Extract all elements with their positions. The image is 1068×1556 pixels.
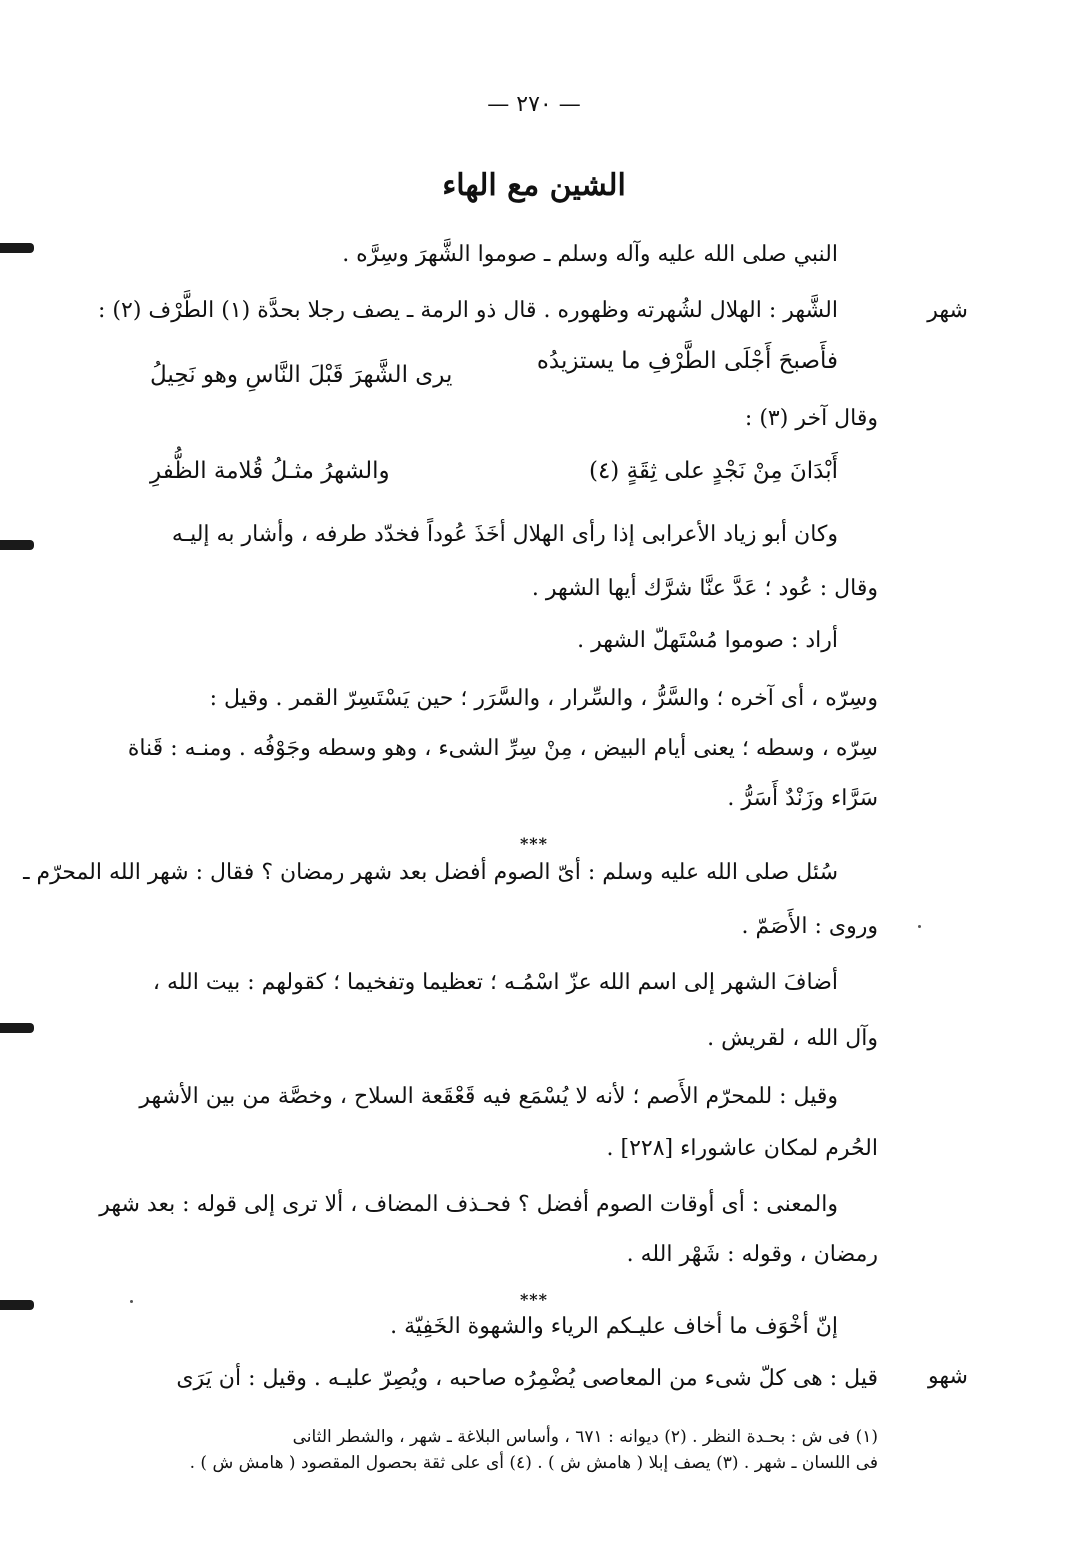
text-line: وروى : الأَصَمّ . (741, 914, 878, 939)
text-line: قيل : هى كلّ شىء من المعاصى يُضْمِرُه صاحبه ، ويُصِرّ عليـه . وقيل : أن يَرَى (176, 1366, 878, 1391)
footnote-line: (١) فى ش : بحـدة النظر . (٢) ديوانه : ٦٧١ ، وأساس البلاغة ـ شهر ، والشطر الثانى (292, 1427, 878, 1447)
scan-binding-mark (0, 540, 34, 550)
margin-entry-word: شهر (927, 298, 968, 323)
text-line: وقال : عُود ؛ عَدَّ عنَّا شرَّك أيها الشهر . (531, 576, 878, 601)
margin-entry-word: شهو (928, 1364, 968, 1389)
text-line: وقال آخر (٣) : (744, 406, 878, 431)
text-line: سُئل صلى الله عليه وسلم : أىّ الصوم أفضل بعد شهر رمضان ؟ فقال : شهر الله المحرّم ـ (23, 860, 838, 885)
text-line: الشَّهر : الهلال لشُهرته وظهوره . قال ذو الرمة ـ يصف رجلا بحدَّة (١) الطَّرْف (٢) : (98, 298, 838, 323)
text-line: والمعنى : أى أوقات الصوم أفضل ؟ فحـذف المضاف ، ألا ترى إلى قوله : بعد شهر (99, 1192, 838, 1217)
verse-hemistich: فأَصبحَ أَجْلَى الطَّرْفِ ما يستزيدُه (536, 348, 838, 374)
text-line: أضافَ الشهر إلى اسم الله عزّ اسْمُـه ؛ تعظيما وتفخيما ؛ كقولهم : بيت الله ، (152, 970, 838, 995)
text-line: سَرَّاء وزَنْدٌ أَسَرُّ . (727, 786, 878, 811)
text-line: وسِرّه ، أى آخره ؛ والسَّرُّ ، والسِّرار ، والسَّرَر ؛ حين يَسْتَسِرّ القمر . وقيل : (209, 686, 878, 711)
section-title: الشين مع الهاء (442, 168, 626, 203)
verse-hemistich: أَبْدَانَ مِنْ نَجْدٍ على ثِقَةٍ (٤) (588, 458, 838, 484)
text-line: وقيل : للمحرّم الأَصم ؛ لأنه لا يُسْمَع فيه قَعْقَعة السلاح ، وخصَّة من بين الأشهر (139, 1084, 838, 1109)
scan-speck (918, 925, 921, 928)
text-line: أراد : صوموا مُسْتَهلّ الشهر . (577, 628, 838, 653)
scan-binding-mark (0, 1023, 34, 1033)
text-line: الحُرم لمكان عاشوراء [٢٢٨] . (606, 1136, 878, 1161)
text-line: سِرّه ، وسطه ؛ يعنى أيام البيض ، مِنْ سِرِّ الشىء ، وهو وسطه وجَوْفُه . ومنـه : قَناة (127, 736, 878, 761)
verse-hemistich: يرى الشَّهرَ قَبْلَ النَّاسِ وهو نَحِيلُ (150, 362, 453, 388)
scan-binding-mark (0, 1300, 34, 1310)
page-number: — ٢٧٠ — (487, 92, 581, 117)
scan-speck (130, 1300, 133, 1303)
section-separator: *** (519, 834, 549, 853)
footnote-line: فى اللسان ـ شهر . (٣) يصف إبلا ( هامش ش ) . (٤) أى على ثقة بحصول المقصود ( هامش ش ) . (189, 1453, 878, 1473)
text-line: رمضان ، وقوله : شَهْر الله . (626, 1242, 878, 1267)
text-line: وآل الله ، لقريش . (707, 1026, 878, 1051)
verse-hemistich: والشهرُ مثـلُ قُلامة الظُّفرِ (150, 458, 390, 484)
text-line: وكان أبو زياد الأعرابى إذا رأى الهلال أخَذَ عُوداً فخدّد طرفه ، وأشار به إليـه (171, 522, 838, 547)
footnotes (150, 1424, 878, 1476)
text-line: النبي صلى الله عليه وآله وسلم ـ صوموا الشَّهرَ وسِرَّه . (342, 242, 838, 267)
section-separator: *** (519, 1290, 549, 1309)
text-line: إنّ أخْوَف ما أخاف عليـكم الرياء والشهوة الخَفِيّة . (390, 1314, 838, 1339)
scan-binding-mark (0, 243, 34, 253)
